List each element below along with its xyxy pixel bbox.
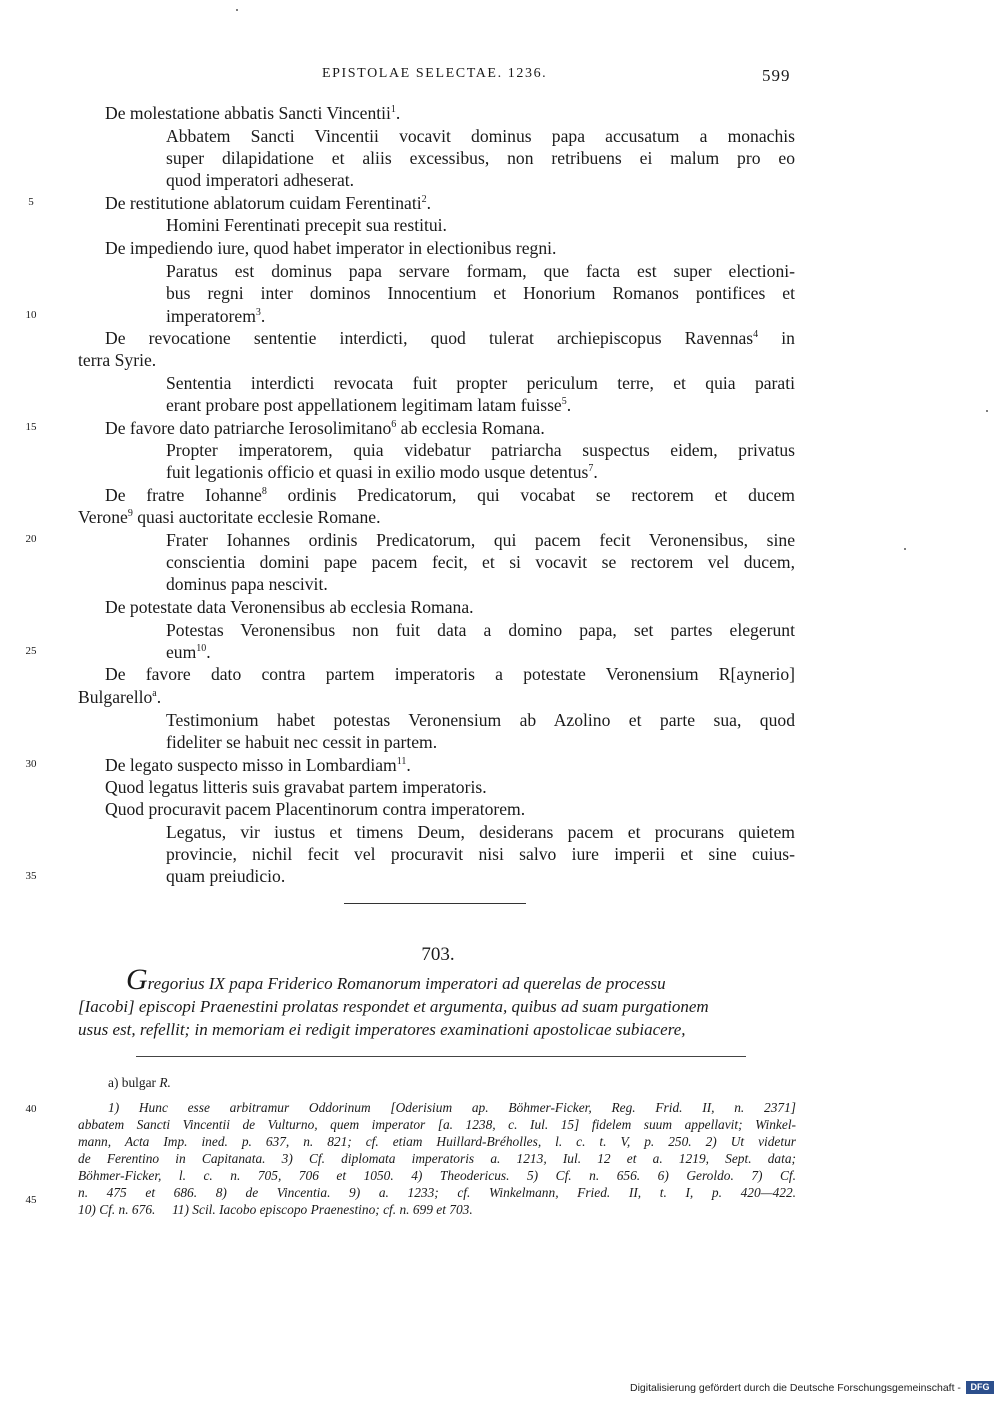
dfg-logo: DFG: [966, 1381, 994, 1394]
body-line: Quod procuravit pacem Placentinorum contra imperatorem.: [105, 799, 526, 819]
footnote-line: 10) Cf. n. 676. 11) Scil. Iacobo episcopo Praenestino; cf. n. 699 et 703.: [78, 1202, 473, 1217]
footnote-ref: 6: [391, 419, 397, 431]
running-title: EPISTOLAE SELECTAE. 1236.: [322, 66, 548, 81]
body-line: erant probare post appellationem legitimam latam fuisse$^5$.: [166, 395, 572, 415]
footnote-ref: 8: [261, 486, 267, 498]
body-line: De favore dato contra partem imperatoris a potestate Veronensium R[aynerio]: [105, 664, 795, 684]
footnote-line: abbatem Sancti Vincentii de Vulturno, quem imperator [a. 1238, c. Iul. 15] fidelem suum appellavit; Winkel-: [78, 1117, 796, 1132]
line-number: 35: [25, 870, 37, 882]
variant-siglum: R.: [159, 1075, 171, 1090]
body-line: Frater Iohannes ordinis Predicatorum, qui pacem fecit Veronensibus, sine: [166, 530, 795, 550]
footnote-ref: 3: [255, 307, 261, 319]
footnote-ref: 11: [396, 756, 407, 768]
body-line: De legato suspecto misso in Lombardiam$^{11}$.: [105, 755, 411, 775]
body-line: Paratus est dominus papa servare formam, que facta est super electioni-: [166, 261, 795, 281]
footnote-ref: 9: [127, 508, 133, 520]
line-number: 5: [28, 196, 34, 208]
footnote-ref: 10: [196, 643, 207, 655]
body-line: Legatus, vir iustus et timens Deum, desiderans pacem et procurans quietem: [166, 822, 795, 842]
footnote-line: 1) Hunc esse arbitramur Oddorinum [Oderisium ap. Böhmer-Ficker, Reg. Frid. II, n. 2371]: [108, 1100, 796, 1115]
regest-rule: [136, 1056, 746, 1057]
line-number: 45: [25, 1194, 37, 1206]
body-line: fuit legationis officio et quasi in exilio modo usque detentus$^7$.: [166, 462, 598, 482]
line-number: 20: [25, 533, 37, 545]
body-line: Quod legatus litteris suis gravabat partem imperatoris.: [105, 777, 487, 797]
body-line: provincie, nichil fecit vel procuravit nisi salvo iure imperii et sine cuius-: [166, 844, 795, 864]
regest-initial: G: [126, 963, 148, 996]
line-number: 30: [25, 758, 37, 770]
body-line: Testimonium habet potestas Veronensium ab Azolino et parte sua, quod: [166, 710, 795, 730]
body-line: Homini Ferentinati precepit sua restitui.: [166, 215, 447, 235]
digitization-note: Digitalisierung gefördert durch die Deutsche Forschungsgemeinschaft -: [630, 1382, 961, 1394]
regest-line-3: usus est, refellit; in memoriam ei redigit imperatores examinationi apostolicae subiacere,: [78, 1020, 686, 1039]
variant-mark: a): [108, 1075, 119, 1090]
footnote-ref: 1: [390, 104, 396, 116]
body-line: Abbatem Sancti Vincentii vocavit dominus papa accusatum a monachis: [166, 126, 795, 146]
body-line: Bulgarello$^a$.: [78, 687, 162, 707]
body-line: De impediendo iure, quod habet imperator in electionibus regni.: [105, 238, 557, 258]
body-line: De restitutione ablatorum cuidam Ferentinati$^2$.: [105, 193, 431, 213]
body-line: Propter imperatorem, quia videbatur patriarcha suspectus eidem, privatus: [166, 440, 795, 460]
variant-note: [108, 1074, 171, 1091]
regest-line-1: [126, 963, 794, 996]
scan-speck: [236, 9, 238, 11]
body-line: De potestate data Veronensibus ab ecclesia Romana.: [105, 597, 474, 617]
body-line: De fratre Iohanne$^8$ ordinis Predicatorum, qui vocabat se rectorem et ducem: [105, 485, 795, 505]
body-line: eum$^{10}$.: [166, 642, 211, 662]
line-number: 10: [25, 309, 37, 321]
line-number: 25: [25, 645, 37, 657]
variant-word: bulgar: [121, 1075, 156, 1090]
body-line: terra Syrie.: [78, 350, 157, 370]
body-line: De molestatione abbatis Sancti Vincentii$^1$.: [105, 103, 401, 123]
regest-line-2: [Iacobi] episcopi Praenestini prolatas respondet et argumenta, quibus ad suam purgationem: [78, 997, 709, 1016]
body-line: Potestas Veronensibus non fuit data a domino papa, set partes elegerunt: [166, 620, 795, 640]
body-line: dominus papa nescivit.: [166, 574, 328, 594]
regest-line-1-text: regorius IX papa Friderico Romanorum imperatori ad querelas de processu: [147, 974, 666, 993]
footnote-ref: 5: [561, 396, 567, 408]
body-line: bus regni inter dominos Innocentium et Honorium Romanos pontifices et: [166, 283, 795, 303]
body-line: Verone$^9$ quasi auctoritate ecclesie Romane.: [78, 507, 381, 527]
body-line: De favore dato patriarche Ierosolimitano$^6$ ab ecclesia Romana.: [105, 418, 545, 438]
footnote-line: de Ferentino in Capitanata. 3) Cf. diplomata imperatoris a. 1213, Iul. 12 et a. 1219, Sept. data;: [78, 1151, 796, 1166]
scan-speck: [904, 548, 906, 550]
footnote-line: mann, Acta Imp. ined. p. 637, n. 821; cf. etiam Huillard-Bréholles, l. c. t. V, p. 250. 2) Ut videtur: [78, 1134, 796, 1149]
page-number: 599: [762, 66, 791, 85]
line-number: 40: [25, 1103, 37, 1115]
body-line: De revocatione sententie interdicti, quod tulerat archiepiscopus Ravennas$^4$ in: [105, 328, 795, 348]
body-line: super dilapidatione et aliis excessibus, non retribuens ei malum pro eo: [166, 148, 795, 168]
body-line: imperatorem$^3$.: [166, 306, 266, 326]
footnote-line: n. 475 et 686. 8) de Vincentia. 9) a. 1233; cf. Winkelmann, Fried. II, t. I, p. 420—422.: [78, 1185, 796, 1200]
end-rule: [344, 903, 526, 904]
body-line: quam preiudicio.: [166, 866, 286, 886]
footnote-ref: a: [152, 688, 157, 700]
footnote-ref: 2: [421, 194, 427, 206]
body-line: Sententia interdicti revocata fuit propter periculum terre, et quia parati: [166, 373, 795, 393]
document-number: 703.: [421, 944, 455, 965]
body-line: conscientia domini pape pacem fecit, et si vocavit se rectorem vel ducem,: [166, 552, 795, 572]
scan-speck: [986, 410, 988, 412]
body-line: quod imperatori adheserat.: [166, 170, 355, 190]
body-line: fideliter se habuit nec cessit in partem.: [166, 732, 438, 752]
line-number: 15: [25, 421, 37, 433]
footnote-ref: 4: [753, 329, 759, 341]
footnote-ref: 7: [588, 463, 594, 475]
footnote-line: Böhmer-Ficker, l. c. n. 705, 706 et 1050. 4) Theodericus. 5) Cf. n. 656. 6) Geroldo. 7) Cf.: [78, 1168, 796, 1183]
